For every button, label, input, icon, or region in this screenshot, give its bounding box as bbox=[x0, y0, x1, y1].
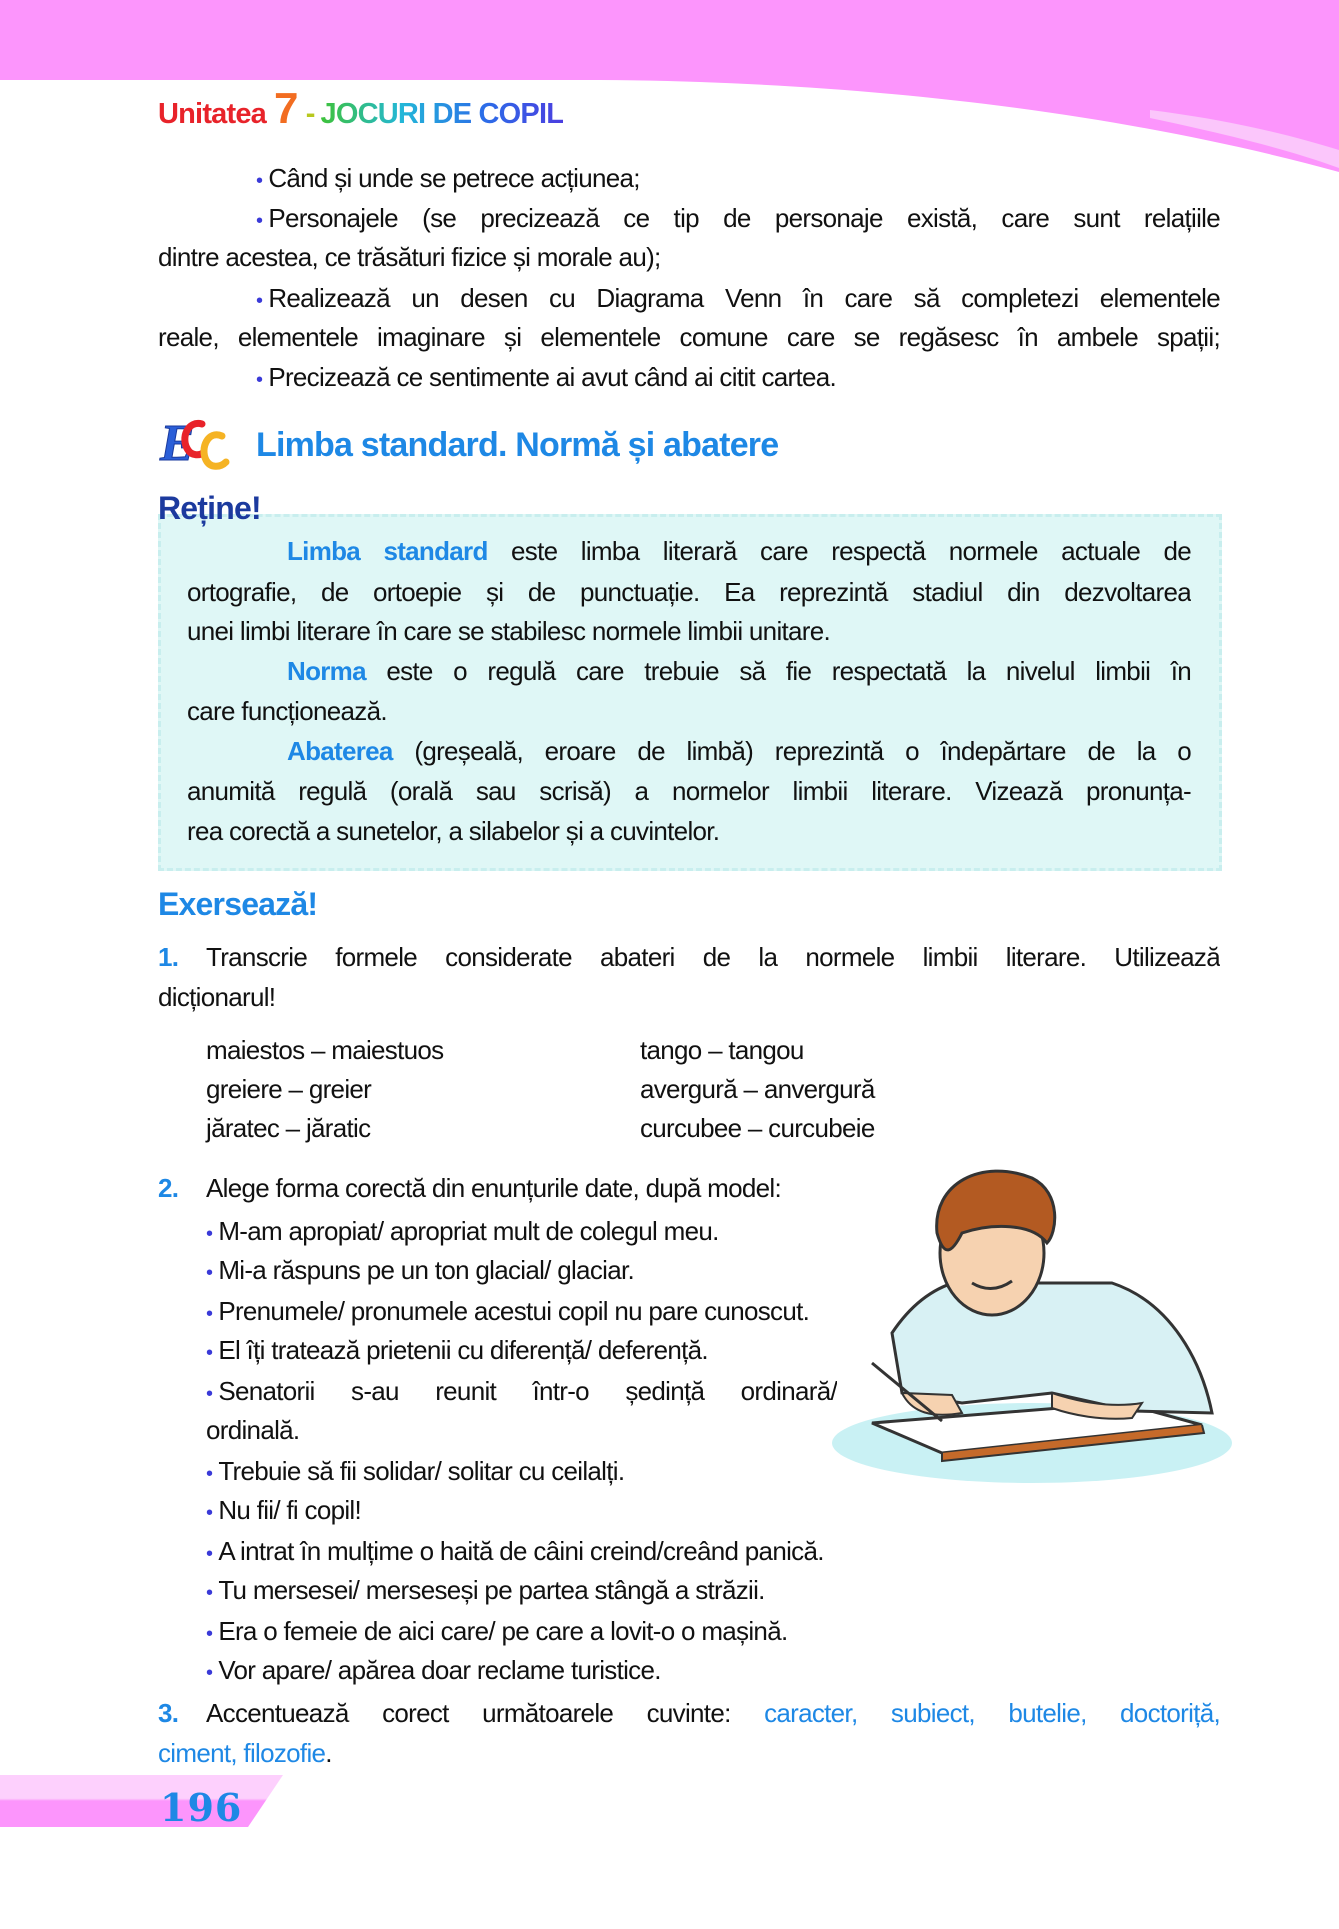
retine-heading: Reține! bbox=[158, 490, 261, 526]
word-pair: jăratec – jăratic bbox=[206, 1113, 371, 1143]
exercise-2-prompt: 2. Alege forma corectă din enunțurile date, după model: bbox=[158, 1173, 781, 1203]
exercise-3-prompt: 3. Accentuează corect următoarele cuvinte: caracter, subiect, butelie, doctoriță, bbox=[158, 1698, 1220, 1728]
exercise-2-item-continued: ordinală. bbox=[206, 1415, 300, 1445]
unit-label: Unitatea bbox=[158, 98, 267, 130]
term-abaterea: Abaterea bbox=[287, 736, 393, 766]
exercise-2-item: • Senatorii s-au reunit într-o ședință ordinară/ bbox=[206, 1376, 837, 1406]
unit-header bbox=[158, 84, 563, 134]
definition-line: ortografie, de ortoepie și de punctuație. Ea reprezintă stadiul din dezvoltarea bbox=[187, 577, 1191, 607]
definition-line: anumită regulă (orală sau scrisă) a normelor limbii literare. Vizează pronunța- bbox=[187, 776, 1191, 806]
intro-item-continued: reale, elementele imaginare și elementele comune care se regăsesc în ambele spații; bbox=[158, 322, 1220, 352]
definition-line: care funcționează. bbox=[187, 696, 387, 726]
exercise-2-item: • M-am apropiat/ apropriat mult de colegul meu. bbox=[206, 1216, 719, 1246]
exercise-2-item: • Tu mersesei/ merseseși pe partea stângă a străzii. bbox=[206, 1575, 765, 1605]
definition-line: Limba standard este limba literară care respectă normele actuale de bbox=[287, 536, 1191, 566]
definition-line: rea corectă a sunetelor, a silabelor și a cuvintelor. bbox=[187, 816, 720, 846]
word-pair: maiestos – maiestuos bbox=[206, 1035, 444, 1065]
unit-separator: - bbox=[305, 98, 315, 130]
definition-line: unei limbi literare în care se stabilesc normele limbii unitare. bbox=[187, 616, 831, 646]
ecc-logo-icon bbox=[158, 410, 238, 472]
exercise-2-item: • A intrat în mulțime o haită de câini creind/creând panică. bbox=[206, 1536, 824, 1566]
section-title: Limba standard. Normă și abatere bbox=[256, 426, 779, 464]
svg-text:E: E bbox=[160, 415, 195, 472]
exercise-1-prompt: 1. Transcrie formele considerate abateri de la normele limbii literare. Utilizează bbox=[158, 942, 1220, 972]
term-limba-standard: Limba standard bbox=[287, 536, 488, 566]
intro-item-continued: dintre acestea, ce trăsături fizice și morale au); bbox=[158, 242, 661, 272]
definition-line: Abaterea (greșeală, eroare de limbă) reprezintă o îndepărtare de la o bbox=[287, 736, 1191, 766]
word-pair: curcubee – curcubeie bbox=[640, 1113, 875, 1143]
exerseaza-heading: Exersează! bbox=[158, 886, 318, 922]
page-number: 196 bbox=[160, 1785, 243, 1830]
unit-number: 7 bbox=[274, 84, 298, 133]
exercise-2-item: • El îți tratează prietenii cu diferență/ deferență. bbox=[206, 1335, 708, 1365]
footer-decorative-band bbox=[0, 1775, 290, 1827]
exercise-3-words: caracter, subiect, butelie, doctoriță, bbox=[764, 1698, 1220, 1728]
word-pair: avergură – anvergură bbox=[640, 1074, 875, 1104]
exercise-1-prompt-continued: dicționarul! bbox=[158, 982, 276, 1012]
exercise-2-item: • Trebuie să fii solidar/ solitar cu ceilalți. bbox=[206, 1456, 625, 1486]
exercise-2-item: • Nu fii/ fi copil! bbox=[206, 1495, 362, 1525]
intro-item: • Personajele (se precizează ce tip de personaje există, care sunt relațiile bbox=[256, 203, 1220, 233]
word-pair: greiere – greier bbox=[206, 1074, 372, 1104]
exercise-2-item: • Vor apare/ apărea doar reclame turistice. bbox=[206, 1655, 661, 1685]
exercise-2-item: • Prenumele/ pronumele acestui copil nu pare cunoscut. bbox=[206, 1296, 810, 1326]
intro-item: • Precizează ce sentimente ai avut când ai citit cartea. bbox=[256, 362, 837, 392]
boy-writing-illustration bbox=[812, 1163, 1244, 1495]
term-norma: Norma bbox=[287, 656, 366, 686]
intro-item: • Când și unde se petrece acțiunea; bbox=[256, 163, 640, 193]
unit-title: JOCURI DE COPIL bbox=[320, 98, 564, 130]
exercise-3-words-continued: ciment, filozofie. bbox=[158, 1738, 332, 1768]
intro-item: • Realizează un desen cu Diagrama Venn în care să completezi elementele bbox=[256, 283, 1220, 313]
word-pair: tango – tangou bbox=[640, 1035, 804, 1065]
exercise-2-item: • Era o femeie de aici care/ pe care a lovit-o o mașină. bbox=[206, 1616, 788, 1646]
definition-line: Norma este o regulă care trebuie să fie respectată la nivelul limbii în bbox=[287, 656, 1191, 686]
exercise-2-item: • Mi-a răspuns pe un ton glacial/ glaciar. bbox=[206, 1255, 635, 1285]
